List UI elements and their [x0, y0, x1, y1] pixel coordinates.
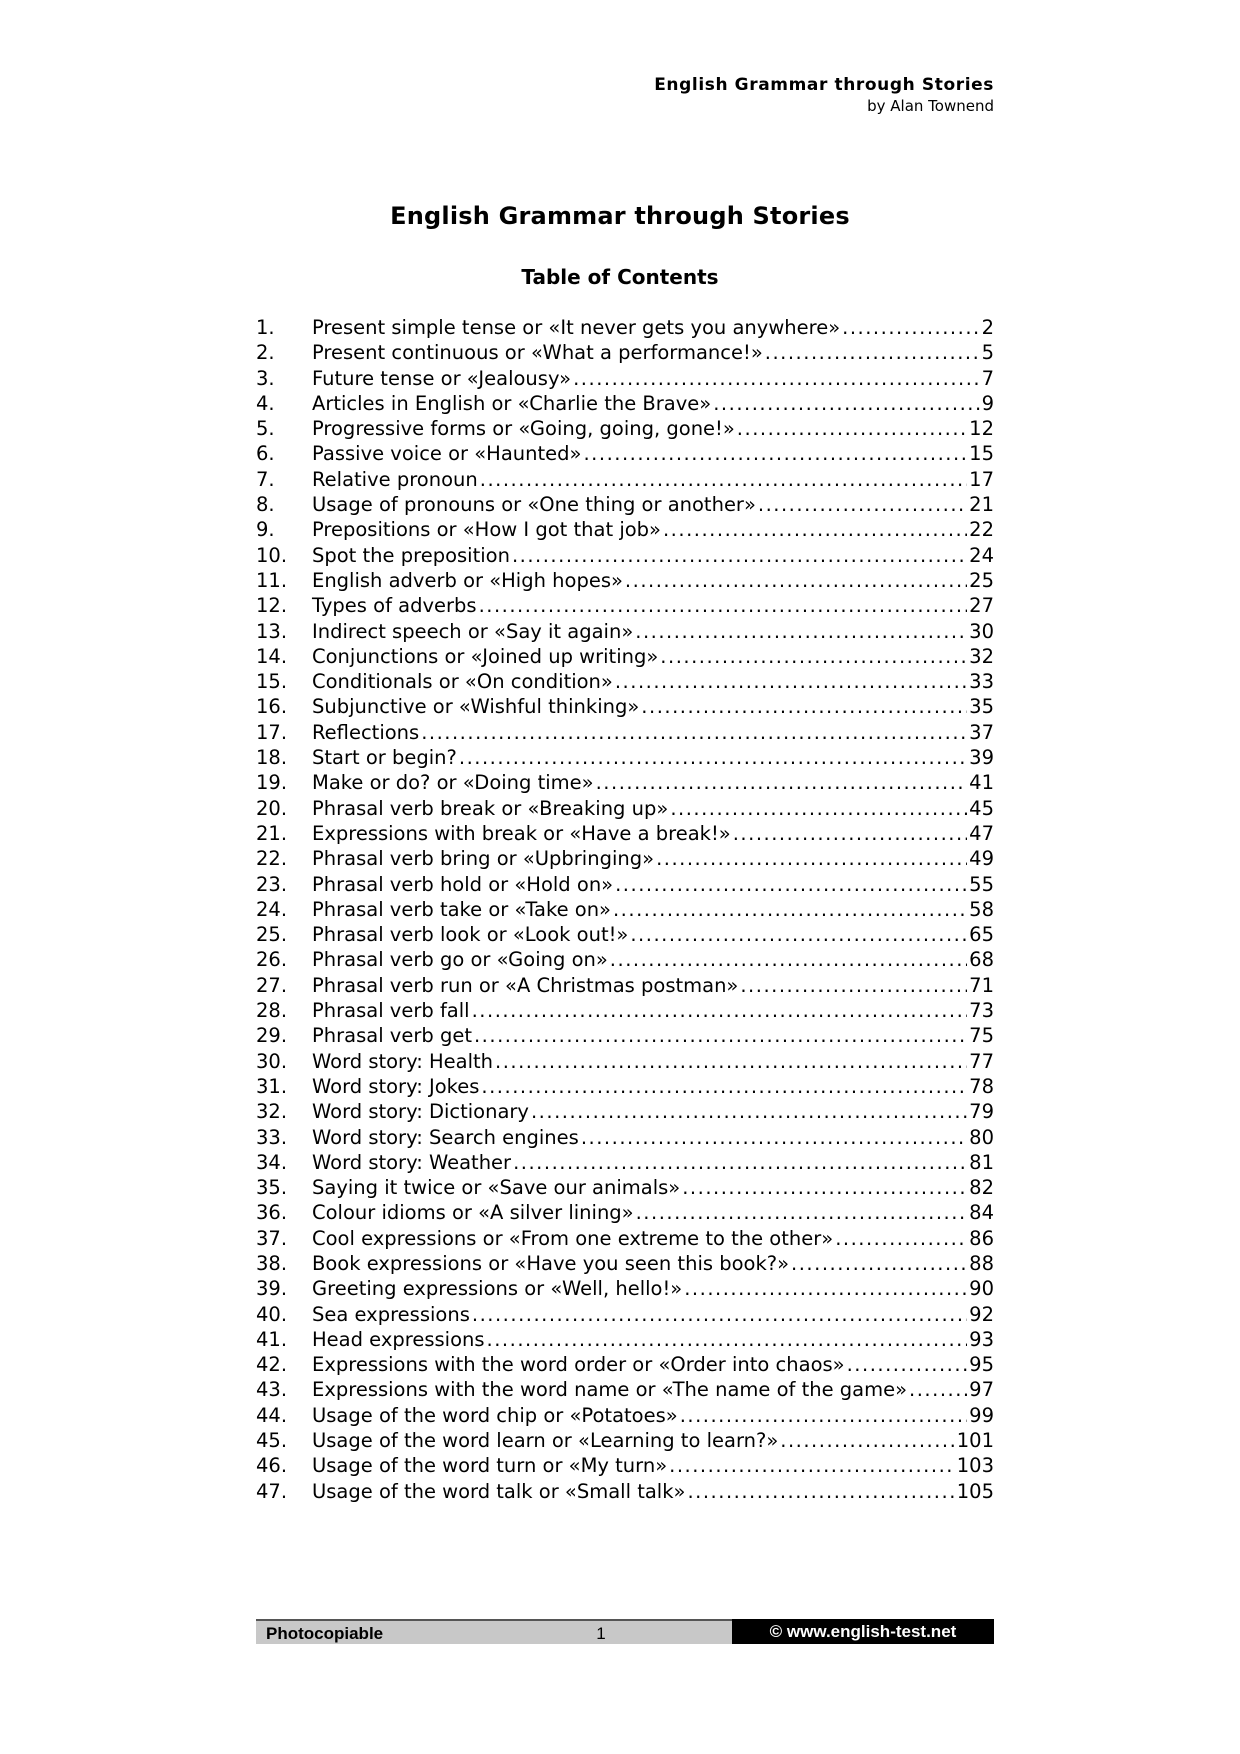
toc-dot-leader — [670, 796, 967, 821]
toc-dot-leader — [780, 1428, 955, 1453]
toc-entry-page: 24 — [969, 543, 994, 567]
toc-dot-leader — [581, 1125, 967, 1150]
toc-entry-number: 23. — [256, 872, 288, 896]
toc-heading: Table of Contents — [521, 265, 719, 289]
toc-entry[interactable] — [256, 947, 994, 972]
toc-entry-number: 4. — [256, 391, 275, 415]
toc-entry-page: 5 — [981, 341, 994, 365]
toc-entry-title: Saying it twice or «Save our animals» — [312, 1176, 681, 1200]
toc-entry-page: 84 — [969, 1201, 994, 1225]
toc-entry-title: Usage of the word talk or «Small talk» — [312, 1479, 686, 1503]
toc-entry[interactable] — [256, 1327, 994, 1352]
toc-entry-title: Present simple tense or «It never gets you anywhere» — [312, 316, 841, 339]
toc-entry[interactable] — [256, 1251, 994, 1276]
footer-photocopiable: Photocopiable — [256, 1619, 470, 1644]
toc-dot-leader — [583, 441, 967, 466]
toc-entry-page: 65 — [969, 923, 994, 947]
toc-dot-leader — [791, 1251, 967, 1276]
toc-entry-title: Start or begin? — [312, 746, 457, 770]
toc-entry[interactable] — [256, 1302, 994, 1327]
toc-entry-title: Phrasal verb go or «Going on» — [312, 948, 608, 972]
toc-dot-leader — [481, 1074, 967, 1099]
toc-entry-title: Prepositions or «How I got that job» — [312, 518, 661, 542]
toc-entry-page: 37 — [969, 720, 994, 744]
toc-entry[interactable] — [256, 669, 994, 694]
toc-entry[interactable] — [256, 543, 994, 568]
toc-entry-number: 20. — [256, 796, 288, 820]
toc-dot-leader — [909, 1377, 967, 1402]
toc-entry-number: 40. — [256, 1302, 288, 1326]
toc-entry-title: Usage of the word chip or «Potatoes» — [312, 1403, 678, 1427]
toc-dot-leader — [480, 467, 967, 492]
toc-entry-page: 15 — [969, 442, 994, 466]
toc-entry-number: 26. — [256, 948, 288, 972]
toc-entry-number: 2. — [256, 341, 275, 365]
toc-entry-page: 49 — [969, 847, 994, 871]
toc-entry[interactable] — [256, 1125, 994, 1150]
toc-dot-leader — [847, 1352, 968, 1377]
toc-entry-page: 79 — [969, 1100, 994, 1124]
toc-dot-leader — [680, 1403, 967, 1428]
toc-entry-title: Head expressions — [312, 1327, 485, 1351]
toc-entry[interactable] — [256, 821, 994, 846]
toc-dot-leader — [596, 770, 968, 795]
toc-entry-number: 3. — [256, 366, 275, 390]
toc-entry-title: Usage of pronouns or «One thing or another» — [312, 493, 756, 517]
toc-entry[interactable] — [256, 694, 994, 719]
toc-entry[interactable] — [256, 1352, 994, 1377]
toc-entry-page: 103 — [956, 1454, 994, 1478]
toc-entry-page: 55 — [969, 872, 994, 896]
toc-entry-number: 16. — [256, 695, 288, 719]
toc-entry-page: 2 — [981, 316, 994, 339]
toc-dot-leader — [682, 1175, 967, 1200]
toc-dot-leader — [613, 897, 967, 922]
toc-entry-page: 27 — [969, 594, 994, 618]
toc-entry-title: Word story: Jokes — [312, 1074, 480, 1098]
toc-entry-title: Future tense or «Jealousy» — [312, 366, 572, 390]
toc-entry-page: 39 — [969, 746, 994, 770]
toc-entry[interactable] — [256, 1200, 994, 1225]
toc-dot-leader — [472, 1302, 967, 1327]
toc-entry-number: 47. — [256, 1479, 288, 1503]
toc-dot-leader — [636, 1200, 968, 1225]
toc-entry-page: 97 — [969, 1378, 994, 1402]
toc-entry-page: 71 — [969, 973, 994, 997]
toc-entry[interactable] — [256, 1023, 994, 1048]
toc-entry-page: 80 — [969, 1125, 994, 1149]
toc-dot-leader — [513, 1150, 967, 1175]
toc-dot-leader — [635, 619, 967, 644]
toc-entry-number: 22. — [256, 847, 288, 871]
toc-dot-leader — [531, 1099, 967, 1124]
toc-entry-number: 41. — [256, 1327, 288, 1351]
toc-entry[interactable] — [256, 846, 994, 871]
toc-entry-title: Phrasal verb hold or «Hold on» — [312, 872, 614, 896]
toc-entry[interactable] — [256, 391, 994, 416]
toc-entry[interactable] — [256, 1049, 994, 1074]
toc-entry-title: Relative pronoun — [312, 467, 478, 491]
toc-entry[interactable] — [256, 315, 994, 340]
toc-dot-leader — [625, 568, 967, 593]
toc-entry-page: 82 — [969, 1176, 994, 1200]
toc-dot-leader — [615, 872, 967, 897]
toc-dot-leader — [684, 1276, 967, 1301]
toc-entry[interactable] — [256, 644, 994, 669]
toc-entry[interactable] — [256, 619, 994, 644]
toc-entry[interactable] — [256, 441, 994, 466]
toc-dot-leader — [842, 315, 979, 340]
toc-entry-title: Subjunctive or «Wishful thinking» — [312, 695, 640, 719]
toc-entry[interactable] — [256, 1276, 994, 1301]
toc-entry[interactable] — [256, 1175, 994, 1200]
toc-entry-page: 93 — [969, 1327, 994, 1351]
toc-entry-page: 90 — [969, 1277, 994, 1301]
toc-entry[interactable] — [256, 998, 994, 1023]
toc-entry-number: 28. — [256, 999, 288, 1023]
toc-entry-number: 35. — [256, 1176, 288, 1200]
toc-entry-page: 9 — [981, 391, 994, 415]
toc-entry-page: 81 — [969, 1150, 994, 1174]
toc-entry[interactable] — [256, 416, 994, 441]
toc-dot-leader — [733, 821, 967, 846]
toc-entry-title: Articles in English or «Charlie the Brave» — [312, 391, 712, 415]
toc-entry[interactable] — [256, 1479, 994, 1504]
toc-dot-leader — [487, 1327, 968, 1352]
toc-entry[interactable] — [256, 770, 994, 795]
toc-entry-page: 68 — [969, 948, 994, 972]
footer-page-number: 1 — [470, 1619, 732, 1644]
toc-entry-title: Book expressions or «Have you seen this book?» — [312, 1251, 790, 1275]
toc-entry-number: 30. — [256, 1049, 288, 1073]
toc-entry-number: 5. — [256, 417, 275, 441]
toc-entry-title: Reflections — [312, 720, 420, 744]
toc-dot-leader — [421, 720, 967, 745]
toc-entry-title: Word story: Search engines — [312, 1125, 579, 1149]
toc-entry-number: 6. — [256, 442, 275, 466]
toc-dot-leader — [474, 1023, 967, 1048]
toc-entry-page: 7 — [981, 366, 994, 390]
toc-entry-page: 95 — [969, 1353, 994, 1377]
toc-entry-page: 105 — [956, 1479, 994, 1503]
toc-entry[interactable] — [256, 897, 994, 922]
toc-entry-number: 9. — [256, 518, 275, 542]
toc-entry-number: 7. — [256, 467, 275, 491]
toc-entry-title: Word story: Weather — [312, 1150, 512, 1174]
toc-entry-number: 14. — [256, 644, 288, 668]
toc-entry-title: Phrasal verb look or «Look out!» — [312, 923, 629, 947]
toc-entry-number: 24. — [256, 897, 288, 921]
toc-entry-number: 33. — [256, 1125, 288, 1149]
toc-entry-page: 30 — [969, 619, 994, 643]
toc-entry-page: 92 — [969, 1302, 994, 1326]
toc-entry-title: Present continuous or «What a performance!» — [312, 341, 763, 365]
toc-entry-number: 43. — [256, 1378, 288, 1402]
toc-entry-number: 42. — [256, 1353, 288, 1377]
toc-entry-title: Phrasal verb bring or «Upbringing» — [312, 847, 655, 871]
toc-entry-title: Phrasal verb fall — [312, 999, 470, 1023]
toc-dot-leader — [660, 644, 967, 669]
toc-entry-title: Cool expressions or «From one extreme to the other» — [312, 1226, 834, 1250]
toc-entry-title: Usage of the word turn or «My turn» — [312, 1454, 668, 1478]
toc-entry-page: 21 — [969, 493, 994, 517]
toc-entry-page: 73 — [969, 999, 994, 1023]
toc-dot-leader — [765, 340, 980, 365]
toc-entry[interactable] — [256, 796, 994, 821]
toc-entry-number: 19. — [256, 771, 288, 795]
toc-entry-title: Types of adverbs — [312, 594, 477, 618]
toc-dot-leader — [713, 391, 979, 416]
toc-entry-page: 75 — [969, 1024, 994, 1048]
toc-entry-page: 25 — [969, 568, 994, 592]
toc-dot-leader — [459, 745, 967, 770]
footer-website: © www.english-test.net — [732, 1619, 994, 1644]
toc-entry[interactable] — [256, 340, 994, 365]
toc-entry-title: Greeting expressions or «Well, hello!» — [312, 1277, 683, 1301]
table-of-contents — [256, 315, 994, 1504]
toc-dot-leader — [479, 593, 968, 618]
toc-dot-leader — [758, 492, 967, 517]
toc-dot-leader — [740, 973, 967, 998]
toc-entry-title: Phrasal verb take or «Take on» — [312, 897, 611, 921]
toc-dot-leader — [495, 1049, 967, 1074]
toc-entry-title: Progressive forms or «Going, going, gone!» — [312, 417, 735, 441]
toc-entry-title: Indirect speech or «Say it again» — [312, 619, 634, 643]
toc-entry-title: Expressions with break or «Have a break!» — [312, 821, 731, 845]
toc-entry-number: 12. — [256, 594, 288, 618]
toc-dot-leader — [663, 517, 967, 542]
toc-entry[interactable] — [256, 1453, 994, 1478]
toc-entry-number: 25. — [256, 923, 288, 947]
toc-entry-number: 17. — [256, 720, 288, 744]
toc-entry[interactable] — [256, 517, 994, 542]
toc-entry-number: 31. — [256, 1074, 288, 1098]
toc-entry[interactable] — [256, 1226, 994, 1251]
toc-entry-title: Spot the preposition — [312, 543, 510, 567]
toc-entry-page: 58 — [969, 897, 994, 921]
toc-entry[interactable] — [256, 745, 994, 770]
toc-entry-page: 86 — [969, 1226, 994, 1250]
toc-dot-leader — [630, 922, 967, 947]
toc-entry-number: 27. — [256, 973, 288, 997]
toc-entry[interactable] — [256, 492, 994, 517]
toc-dot-leader — [835, 1226, 967, 1251]
page-footer — [256, 1619, 994, 1644]
toc-entry-page: 88 — [969, 1251, 994, 1275]
toc-entry[interactable] — [256, 973, 994, 998]
toc-entry-page: 101 — [956, 1429, 994, 1453]
toc-entry-title: Passive voice or «Haunted» — [312, 442, 582, 466]
toc-entry-page: 41 — [969, 771, 994, 795]
toc-dot-leader — [573, 366, 979, 391]
toc-entry[interactable] — [256, 593, 994, 618]
toc-entry-title: Conditionals or «On condition» — [312, 670, 613, 694]
toc-entry-title: Expressions with the word name or «The name of the game» — [312, 1378, 908, 1402]
toc-entry-page: 78 — [969, 1074, 994, 1098]
toc-entry-title: Conjunctions or «Joined up writing» — [312, 644, 659, 668]
toc-entry-title: Phrasal verb break or «Breaking up» — [312, 796, 669, 820]
toc-entry-title: Phrasal verb run or «A Christmas postman» — [312, 973, 739, 997]
toc-dot-leader — [512, 543, 967, 568]
toc-entry-page: 45 — [969, 796, 994, 820]
toc-dot-leader — [737, 416, 967, 441]
toc-dot-leader — [687, 1479, 954, 1504]
toc-entry-page: 33 — [969, 670, 994, 694]
toc-entry-number: 44. — [256, 1403, 288, 1427]
toc-dot-leader — [615, 669, 967, 694]
toc-entry-title: Phrasal verb get — [312, 1024, 472, 1048]
toc-entry-page: 77 — [969, 1049, 994, 1073]
toc-entry-number: 36. — [256, 1201, 288, 1225]
toc-entry[interactable] — [256, 872, 994, 897]
toc-dot-leader — [472, 998, 968, 1023]
toc-entry-page: 32 — [969, 644, 994, 668]
toc-entry[interactable] — [256, 568, 994, 593]
toc-entry-title: Make or do? or «Doing time» — [312, 771, 594, 795]
toc-entry[interactable] — [256, 1099, 994, 1124]
toc-entry[interactable] — [256, 1377, 994, 1402]
toc-entry-page: 47 — [969, 821, 994, 845]
toc-entry-number: 1. — [256, 316, 275, 339]
toc-entry[interactable] — [256, 1074, 994, 1099]
toc-entry-page: 17 — [969, 467, 994, 491]
toc-entry-number: 8. — [256, 493, 275, 517]
toc-entry-title: Usage of the word learn or «Learning to learn?» — [312, 1429, 779, 1453]
header-author: by Alan Townend — [867, 97, 994, 115]
toc-entry-number: 32. — [256, 1100, 288, 1124]
toc-entry-number: 39. — [256, 1277, 288, 1301]
toc-entry-number: 18. — [256, 746, 288, 770]
toc-entry-number: 15. — [256, 670, 288, 694]
toc-entry-number: 13. — [256, 619, 288, 643]
toc-dot-leader — [656, 846, 967, 871]
toc-entry-title: Colour idioms or «A silver lining» — [312, 1201, 634, 1225]
toc-entry[interactable] — [256, 366, 994, 391]
toc-entry-page: 99 — [969, 1403, 994, 1427]
toc-entry-number: 34. — [256, 1150, 288, 1174]
toc-entry-page: 12 — [969, 417, 994, 441]
page-title: English Grammar through Stories — [390, 202, 850, 230]
toc-entry-number: 38. — [256, 1251, 288, 1275]
toc-entry[interactable] — [256, 1150, 994, 1175]
toc-dot-leader — [641, 694, 967, 719]
toc-entry-page: 35 — [969, 695, 994, 719]
toc-entry-title: Expressions with the word order or «Order into chaos» — [312, 1353, 845, 1377]
toc-entry-page: 22 — [969, 518, 994, 542]
toc-entry-number: 21. — [256, 821, 288, 845]
toc-entry-number: 10. — [256, 543, 288, 567]
toc-entry-number: 45. — [256, 1429, 288, 1453]
toc-entry-title: Word story: Dictionary — [312, 1100, 529, 1124]
toc-dot-leader — [669, 1453, 955, 1478]
toc-entry-number: 46. — [256, 1454, 288, 1478]
toc-entry[interactable] — [256, 922, 994, 947]
toc-entry-number: 11. — [256, 568, 288, 592]
toc-entry-number: 37. — [256, 1226, 288, 1250]
toc-entry-title: Sea expressions — [312, 1302, 470, 1326]
toc-entry[interactable] — [256, 467, 994, 492]
toc-dot-leader — [610, 947, 967, 972]
toc-entry-title: English adverb or «High hopes» — [312, 568, 623, 592]
running-header — [654, 74, 994, 116]
toc-entry[interactable] — [256, 720, 994, 745]
header-book-title: English Grammar through Stories — [654, 75, 994, 95]
toc-entry[interactable] — [256, 1428, 994, 1453]
toc-entry[interactable] — [256, 1403, 994, 1428]
toc-entry-title: Word story: Health — [312, 1049, 493, 1073]
toc-entry-number: 29. — [256, 1024, 288, 1048]
